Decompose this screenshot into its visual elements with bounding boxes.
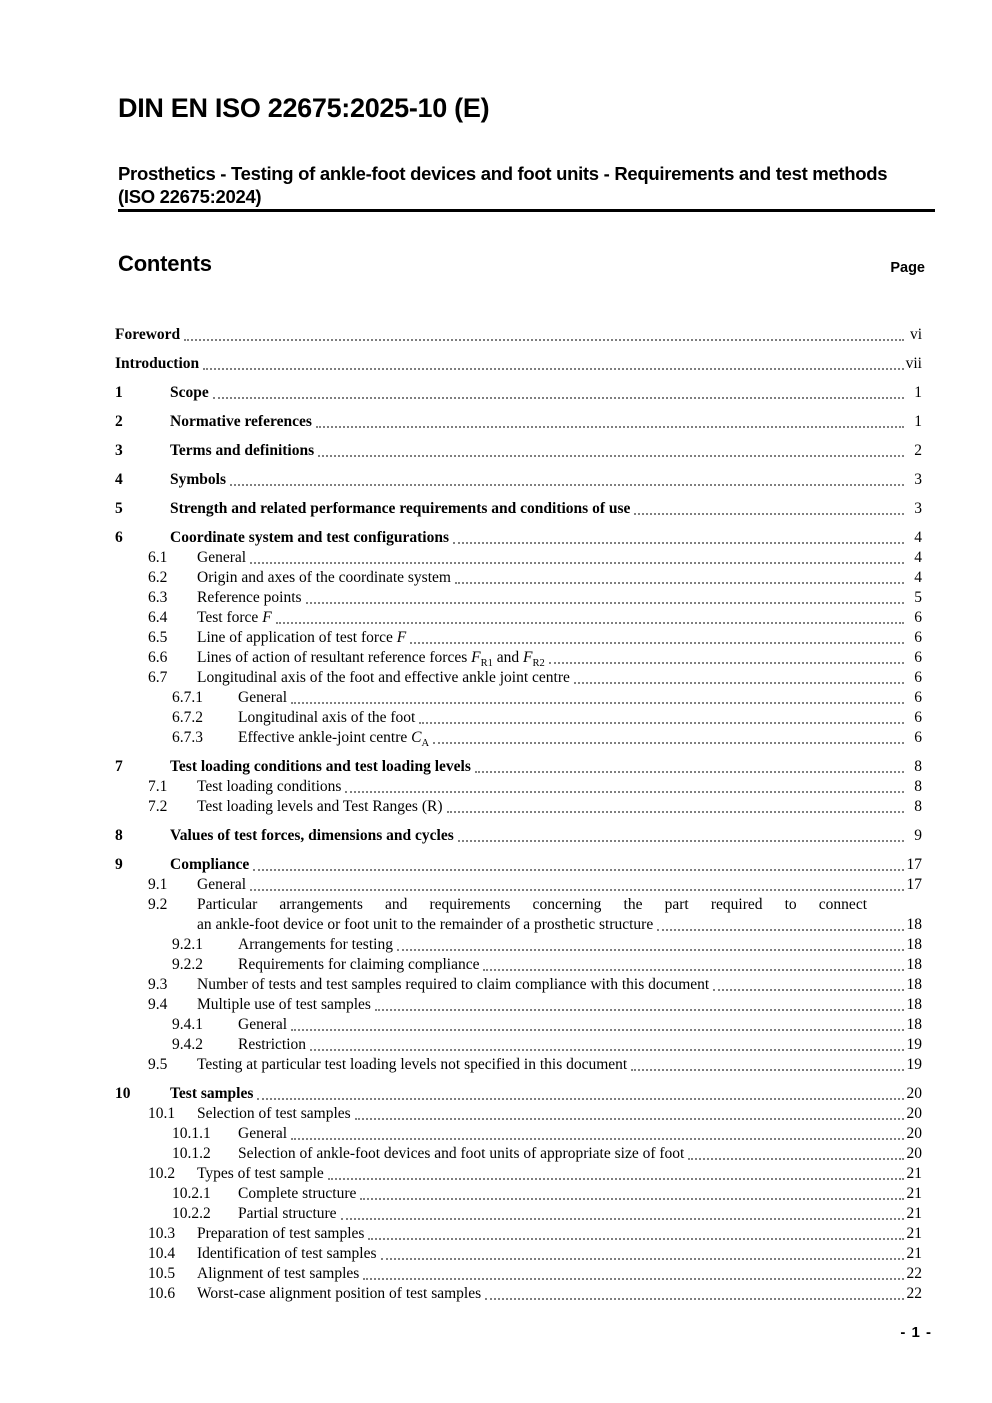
toc-leader — [713, 975, 904, 995]
toc-entry-7 — [115, 757, 922, 777]
toc-leader — [360, 1184, 904, 1204]
toc-entry-number: 4 — [115, 471, 123, 488]
toc-entry-title: Test force F — [197, 609, 272, 626]
toc-entry-title: Test loading levels and Test Ranges (R) — [197, 798, 443, 815]
toc-page-number: 2 — [914, 442, 922, 459]
toc-page-number: vi — [909, 326, 922, 343]
toc-entry-9-4-2 — [115, 1035, 922, 1055]
toc-entry-number: 6.6 — [148, 649, 168, 666]
toc-leader — [310, 1035, 904, 1055]
toc-leader — [291, 1015, 904, 1035]
toc-entry-number: 9.2.1 — [172, 936, 203, 953]
toc-entry-2 — [115, 412, 922, 432]
toc-entry-number: 10.1 — [148, 1105, 176, 1122]
toc-leader — [328, 1164, 904, 1184]
toc-page-number: 20 — [906, 1145, 922, 1162]
toc-leader — [458, 826, 904, 846]
toc-page-number: 17 — [906, 876, 922, 893]
toc-entry-10-2-1 — [115, 1184, 922, 1204]
toc-page-number: 21 — [906, 1185, 922, 1202]
toc-page-number: 18 — [906, 976, 922, 993]
toc-leader — [341, 1204, 904, 1224]
toc-leader — [657, 915, 904, 935]
toc-entry-title: Effective ankle-joint centre $C_A$ — [238, 729, 430, 750]
doc-title: Prosthetics - Testing of ankle-foot devices and foot units - Requirements and test methods (ISO 22675:2024) — [118, 163, 888, 207]
doc-code: DIN EN ISO 22675:2025-10 (E) — [118, 93, 490, 123]
toc-leader — [688, 1144, 904, 1164]
toc-entry-number: 9.4.1 — [172, 1016, 203, 1033]
toc-entry-6-3 — [115, 588, 922, 608]
toc-entry-title: General — [238, 689, 288, 706]
toc-leader — [447, 797, 905, 817]
toc-page-number: 19 — [906, 1056, 922, 1073]
toc-entry-number: 10.6 — [148, 1285, 176, 1302]
contents-heading: Contents — [118, 251, 212, 276]
toc-entry-10-6 — [115, 1284, 922, 1304]
toc-page-number: 1 — [914, 384, 922, 401]
toc-leader — [475, 757, 904, 777]
toc-entry-title: Longitudinal axis of the foot — [238, 709, 416, 726]
toc-page-number: 1 — [914, 413, 922, 430]
toc-entry-number: 2 — [115, 413, 123, 430]
toc-entry-9-5 — [115, 1055, 922, 1075]
toc-leader — [549, 648, 904, 668]
toc-entry-title: General — [238, 1125, 288, 1142]
toc-entry-number: 7.1 — [148, 778, 168, 795]
toc-leader — [276, 608, 904, 628]
toc-page-number: 6 — [914, 669, 922, 686]
toc-leader — [368, 1224, 904, 1244]
toc-leader — [419, 708, 904, 728]
toc-entry-title-line2: an ankle-foot device or foot unit to the remainder of a prosthetic structure — [197, 916, 654, 933]
toc-leader — [574, 668, 904, 688]
toc-page-number: 18 — [906, 1016, 922, 1033]
toc-entry-number: 6.5 — [148, 629, 168, 646]
toc-entry-title: General — [238, 1016, 288, 1033]
toc-entry-title: Compliance — [170, 856, 250, 873]
toc-page-number: 18 — [906, 936, 922, 953]
toc-entry-6-5 — [115, 628, 922, 648]
toc-entry-title: General — [197, 549, 247, 566]
toc-entry-title: Selection of ankle-foot devices and foot units of appropriate size of foot — [238, 1145, 685, 1162]
toc-leader — [631, 1055, 904, 1075]
toc-leader — [316, 412, 904, 432]
toc-entry-10-2-2 — [115, 1204, 922, 1224]
toc-leader — [363, 1264, 904, 1284]
toc-leader — [291, 688, 904, 708]
toc-entry-6-7-2 — [115, 708, 922, 728]
toc-entry-title: Lines of action of resultant reference forces $F_{R1}$ and $F_{R2}$ — [197, 649, 545, 670]
toc-page-number: 22 — [906, 1285, 922, 1302]
toc-entry-10-1-2 — [115, 1144, 922, 1164]
toc-entry-number: 9.4 — [148, 996, 168, 1013]
toc-entry-number: 6.3 — [148, 589, 168, 606]
toc-entry-title: Arrangements for testing — [238, 936, 393, 953]
toc-entry-title: Complete structure — [238, 1185, 357, 1202]
toc-entry-title: Values of test forces, dimensions and cycles — [170, 827, 454, 844]
toc-entry-9-1 — [115, 875, 922, 895]
toc-entry-foreword — [115, 325, 922, 345]
title-rule — [118, 209, 935, 212]
toc-entry-title: Multiple use of test samples — [197, 996, 371, 1013]
toc-entry-title: Strength and related performance requirements and conditions of use — [170, 500, 631, 517]
toc-entry-title: Longitudinal axis of the foot and effective ankle joint centre — [197, 669, 570, 686]
toc-entry-number: 9.2 — [148, 896, 168, 913]
toc-entry-number: 6.7.2 — [172, 709, 203, 726]
toc-page-number: 8 — [914, 798, 922, 815]
toc-leader — [634, 499, 904, 519]
toc-page-number: 21 — [906, 1205, 922, 1222]
toc-entry-4 — [115, 470, 922, 490]
toc-entry-10 — [115, 1084, 922, 1104]
toc-page-number: 6 — [914, 709, 922, 726]
toc-page-number: 3 — [914, 500, 922, 517]
toc-leader — [230, 470, 904, 490]
toc-entry-6 — [115, 528, 922, 548]
toc-page-number: 4 — [914, 549, 922, 566]
toc-entry-number: 10.4 — [148, 1245, 176, 1262]
toc-page-number: 3 — [914, 471, 922, 488]
toc-entry-number: 10 — [115, 1085, 131, 1102]
toc-page-number: 20 — [906, 1125, 922, 1142]
toc-entry-number: 6.7 — [148, 669, 168, 686]
toc-entry-10-1-1 — [115, 1124, 922, 1144]
toc-entry-number: 6.1 — [148, 549, 168, 566]
toc-entry-title: General — [197, 876, 247, 893]
toc-page-number: 21 — [906, 1245, 922, 1262]
toc-entry-introduction — [115, 354, 922, 374]
toc-leader — [345, 777, 904, 797]
toc-entry-title: Worst-case alignment position of test samples — [197, 1285, 482, 1302]
contents-header — [118, 251, 925, 277]
toc-entry-title-wrap — [197, 895, 922, 935]
toc-leader — [203, 354, 904, 374]
toc-page-number: 6 — [914, 609, 922, 626]
toc-entry-1 — [115, 383, 922, 403]
toc-entry-title: Identification of test samples — [197, 1245, 377, 1262]
toc-entry-title: Testing at particular test loading levels not specified in this document — [197, 1056, 628, 1073]
toc-page-number: 4 — [914, 529, 922, 546]
toc-entry-number: 7.2 — [148, 798, 168, 815]
toc-entry-9-2 — [115, 895, 922, 935]
toc-entry-number: 9 — [115, 856, 123, 873]
toc-entry-9-4-1 — [115, 1015, 922, 1035]
toc-leader — [397, 935, 904, 955]
toc-entry-number: 7 — [115, 758, 123, 775]
toc-leader — [483, 955, 904, 975]
toc-entry-title: Requirements for claiming compliance — [238, 956, 480, 973]
page-column-label: Page — [890, 260, 925, 276]
toc-entry-6-1 — [115, 548, 922, 568]
toc-entry-title: Test samples — [170, 1085, 254, 1102]
toc-page-number: 21 — [906, 1225, 922, 1242]
toc-entry-9-2-1 — [115, 935, 922, 955]
toc-leader — [184, 325, 904, 345]
table-of-contents — [115, 316, 922, 1304]
toc-entry-title: Normative references — [170, 413, 312, 430]
toc-entry-title: Introduction — [115, 355, 200, 372]
toc-leader — [485, 1284, 904, 1304]
toc-page-number: 20 — [906, 1105, 922, 1122]
toc-entry-9 — [115, 855, 922, 875]
toc-page-number: 4 — [914, 569, 922, 586]
toc-entry-5 — [115, 499, 922, 519]
toc-entry-number: 6.4 — [148, 609, 168, 626]
toc-entry-title: Preparation of test samples — [197, 1225, 365, 1242]
toc-leader — [453, 528, 904, 548]
toc-entry-title-line2-row — [197, 915, 922, 935]
toc-leader — [381, 1244, 905, 1264]
toc-page-number: 6 — [914, 689, 922, 706]
toc-entry-title: Test loading conditions — [197, 778, 342, 795]
toc-entry-6-6 — [115, 648, 922, 668]
toc-entry-9-2-2 — [115, 955, 922, 975]
toc-entry-title: Reference points — [197, 589, 302, 606]
toc-entry-number: 9.1 — [148, 876, 168, 893]
toc-entry-number: 6.2 — [148, 569, 168, 586]
toc-page-number: 20 — [906, 1085, 922, 1102]
toc-entry-10-4 — [115, 1244, 922, 1264]
toc-page-number: 19 — [906, 1036, 922, 1053]
toc-leader — [250, 548, 904, 568]
toc-entry-title: Types of test sample — [197, 1165, 324, 1182]
toc-entry-title: Coordinate system and test configurations — [170, 529, 449, 546]
toc-leader — [375, 995, 904, 1015]
toc-leader — [410, 628, 904, 648]
toc-entry-number: 9.3 — [148, 976, 168, 993]
toc-page-number: 5 — [914, 589, 922, 606]
toc-leader — [291, 1124, 904, 1144]
toc-entry-number: 6.7.3 — [172, 729, 203, 746]
toc-entry-number: 9.5 — [148, 1056, 168, 1073]
toc-entry-number: 3 — [115, 442, 123, 459]
toc-entry-6-7-1 — [115, 688, 922, 708]
toc-leader — [318, 441, 904, 461]
toc-entry-number: 1 — [115, 384, 123, 401]
toc-entry-7-2 — [115, 797, 922, 817]
toc-entry-title: Line of application of test force F — [197, 629, 407, 646]
toc-entry-number: 10.5 — [148, 1265, 176, 1282]
toc-entry-6-4 — [115, 608, 922, 628]
toc-entry-number: 10.2.2 — [172, 1205, 211, 1222]
toc-entry-title: Partial structure — [238, 1205, 337, 1222]
toc-entry-number: 10.1.1 — [172, 1125, 211, 1142]
toc-leader — [306, 588, 904, 608]
toc-page-number: 8 — [914, 758, 922, 775]
toc-entry-title: Terms and definitions — [170, 442, 315, 459]
toc-entry-number: 9.4.2 — [172, 1036, 203, 1053]
toc-entry-title: Selection of test samples — [197, 1105, 351, 1122]
toc-page-number: 6 — [914, 729, 922, 746]
toc-entry-10-1 — [115, 1104, 922, 1124]
toc-entry-title: Number of tests and test samples required to claim compliance with this document — [197, 976, 710, 993]
toc-entry-title: Scope — [170, 384, 209, 401]
toc-entry-number: 5 — [115, 500, 123, 517]
toc-entry-number: 10.3 — [148, 1225, 176, 1242]
toc-entry-9-4 — [115, 995, 922, 1015]
toc-page-number: 21 — [906, 1165, 922, 1182]
toc-entry-7-1 — [115, 777, 922, 797]
toc-page-number: 9 — [914, 827, 922, 844]
toc-entry-number: 10.1.2 — [172, 1145, 211, 1162]
toc-leader — [455, 568, 904, 588]
toc-page-number: 6 — [914, 629, 922, 646]
toc-page-number: 18 — [906, 956, 922, 973]
toc-entry-title: Origin and axes of the coordinate system — [197, 569, 451, 586]
toc-entry-10-5 — [115, 1264, 922, 1284]
toc-entry-number: 6.7.1 — [172, 689, 203, 706]
toc-page-number: 6 — [914, 649, 922, 666]
toc-page-number: 18 — [906, 916, 922, 933]
toc-page-number: 18 — [906, 996, 922, 1013]
footer-page-number: - 1 - — [900, 1324, 932, 1341]
toc-page-number: 17 — [906, 856, 922, 873]
toc-entry-8 — [115, 826, 922, 846]
toc-leader — [250, 875, 904, 895]
toc-entry-number: 6 — [115, 529, 123, 546]
toc-leader — [253, 855, 904, 875]
toc-leader — [257, 1084, 904, 1104]
toc-entry-title: Restriction — [238, 1036, 307, 1053]
toc-entry-number: 9.2.2 — [172, 956, 203, 973]
toc-page-number: 22 — [906, 1265, 922, 1282]
toc-entry-6-2 — [115, 568, 922, 588]
toc-entry-number: 10.2.1 — [172, 1185, 211, 1202]
toc-entry-6-7-3 — [115, 728, 922, 748]
toc-page-number: vii — [905, 355, 922, 372]
toc-entry-10-3 — [115, 1224, 922, 1244]
toc-entry-9-3 — [115, 975, 922, 995]
toc-entry-10-2 — [115, 1164, 922, 1184]
toc-entry-title: Foreword — [115, 326, 181, 343]
toc-leader — [355, 1104, 904, 1124]
toc-leader — [433, 728, 904, 748]
toc-entry-title: Symbols — [170, 471, 226, 488]
toc-page-number: 8 — [914, 778, 922, 795]
toc-entry-title-line1: Particular arrangements and requirements concerning the part required to connect — [197, 896, 867, 913]
toc-entry-title: Alignment of test samples — [197, 1265, 360, 1282]
toc-entry-number: 8 — [115, 827, 123, 844]
toc-entry-number: 10.2 — [148, 1165, 176, 1182]
toc-entry-6-7 — [115, 668, 922, 688]
toc-leader — [213, 383, 904, 403]
toc-entry-title: Test loading conditions and test loading levels — [170, 758, 471, 775]
toc-entry-3 — [115, 441, 922, 461]
